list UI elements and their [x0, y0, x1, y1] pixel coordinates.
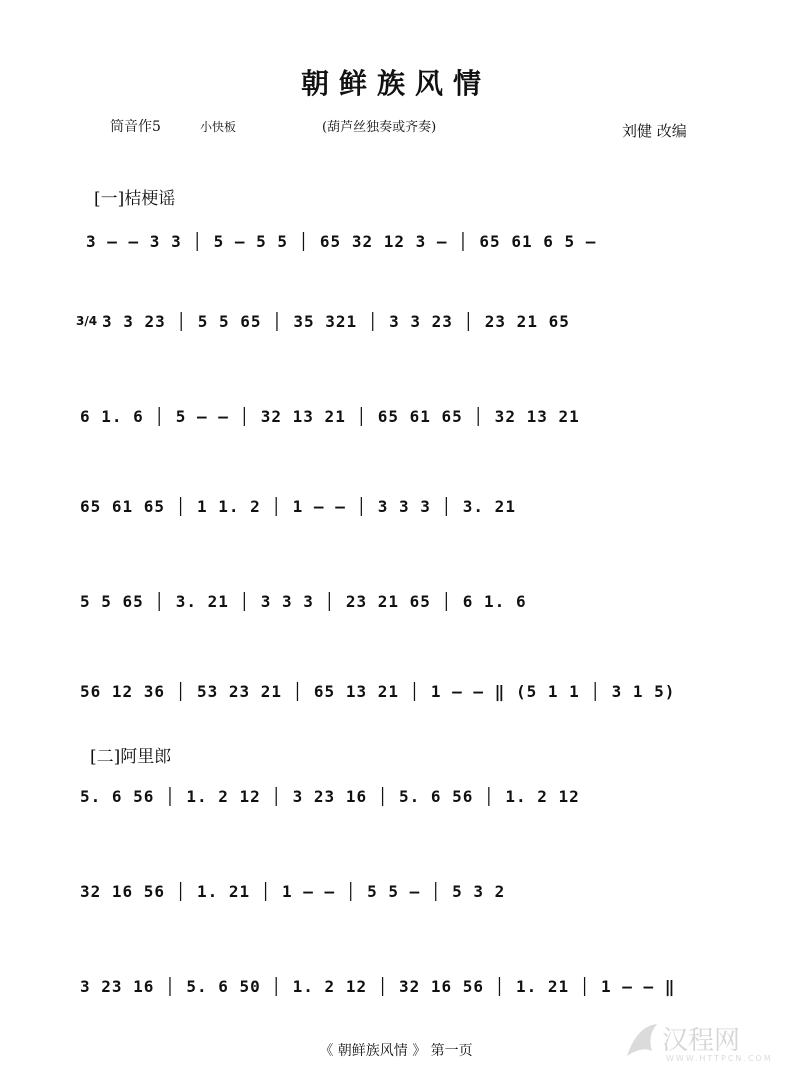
section-heading-2: [二]阿里郎 [90, 747, 172, 767]
staff-line-6 [76, 660, 726, 720]
notes: 5 5 65 │ 3. 21 │ 3 3 3 │ 23 21 65 │ 6 1. 6 [80, 592, 527, 611]
staff-line-1 [76, 210, 726, 270]
notes: 6 1. 6 │ 5 — — │ 32 13 21 │ 65 61 65 │ 32 13 21 [80, 407, 580, 426]
watermark-logo [622, 1010, 772, 1070]
staff-line-4 [76, 475, 726, 535]
time-signature: 3/4 [76, 314, 98, 328]
staff-line-9 [76, 955, 726, 1015]
key-signature: 筒音作5 [110, 119, 161, 135]
watermark-text: 汉程网 [662, 1026, 741, 1056]
bird-icon [622, 1016, 662, 1066]
staff-line-5 [76, 570, 726, 630]
page-footer: 《 朝鲜族风情 》 第一页 [319, 1043, 473, 1059]
notes: 3 — — 3 3 │ 5 — 5 5 │ 65 32 12 3 — │ 65 61 6 5 — [86, 232, 597, 251]
notes: 3 3 23 │ 5 5 65 │ 35 321 │ 3 3 23 │ 23 21 65 [102, 312, 570, 331]
notes: 65 61 65 │ 1 1. 2 │ 1 — — │ 3 3 3 │ 3. 21 [80, 497, 516, 516]
page-title: 朝鲜族风情 [300, 67, 491, 100]
notes: 3 23 16 │ 5. 6 50 │ 1. 2 12 │ 32 16 56 │ 1. 21 │ 1 — — ‖ [80, 977, 676, 996]
staff-line-3 [76, 385, 726, 445]
notes: 32 16 56 │ 1. 21 │ 1 — — │ 5 5 — │ 5 3 2 [80, 882, 506, 901]
notes: 5. 6 56 │ 1. 2 12 │ 3 23 16 │ 5. 6 56 │ 1. 2 12 [80, 787, 580, 806]
instrument-note: (葫芦丝独奏或齐奏) [322, 120, 437, 135]
staff-line-7 [76, 765, 726, 825]
arranger: 刘健 改编 [622, 122, 687, 140]
staff-line-2 [76, 290, 726, 350]
staff-line-8 [76, 860, 726, 920]
watermark-url: WWW.HTTPCN.COM [666, 1054, 773, 1063]
notes: 56 12 36 │ 53 23 21 │ 65 13 21 │ 1 — — ‖ (5 1 1 │ 3 1 5) [80, 682, 676, 701]
section-heading-1: [一]桔梗谣 [94, 189, 176, 209]
tempo-marking: 小快板 [200, 120, 237, 134]
